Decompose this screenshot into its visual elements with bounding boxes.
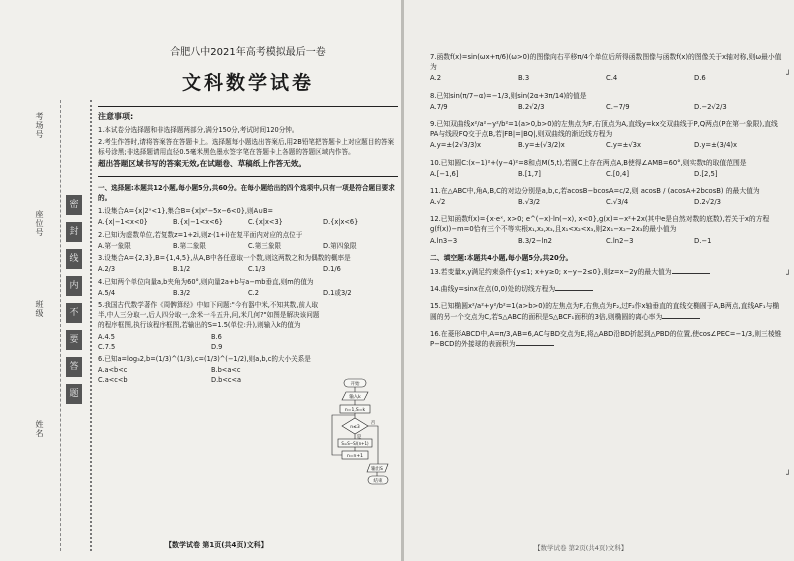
- answer-option: C.第三象限: [248, 241, 282, 250]
- flow-no-label: 否: [370, 421, 376, 426]
- option-row: [98, 217, 398, 227]
- choice-question: [98, 206, 398, 227]
- answer-blank: [555, 290, 593, 291]
- answer-option: D.1/6: [323, 265, 341, 274]
- answer-option: D.{x|x<6}: [323, 218, 359, 227]
- answer-option: A.{x|−1<x<0}: [98, 218, 148, 227]
- answer-option: A.2: [430, 74, 442, 83]
- choice-question: [98, 230, 398, 251]
- section-heading: 一、选择题:本题共12小题,每小题5分,共60分。在每小题给出的四个选项中,只有一项是符合题目要求的。: [98, 183, 395, 202]
- option-row: [430, 73, 782, 83]
- answer-option: C.[0,4]: [606, 169, 630, 178]
- answer-option: B.1/2: [173, 265, 191, 274]
- answer-option: B.3/2: [173, 288, 191, 297]
- answer-option: C.√3/4: [606, 198, 629, 207]
- answer-blank: [672, 273, 710, 274]
- answer-option: C.−7/9: [606, 102, 630, 111]
- answer-option: D.第四象限: [323, 241, 357, 250]
- option-row: [98, 332, 324, 352]
- program-flowchart: [328, 378, 390, 488]
- choice-question: [430, 119, 782, 151]
- binding-dotted-line: [90, 100, 92, 551]
- fill-question-list: [430, 267, 782, 349]
- answer-option: A.第一象限: [98, 241, 131, 250]
- question-stem: 5.我国古代数学著作《周髀算经》中如下问题:"今有器中米,不知其数,前人取半,中人三分取一,后人四分取一,余米一斗五升,问,米几何?"如图是解决该问题的程序框图,执行该程序框图,若输出的S=1.5(单位:升),则输入k的值为: [98, 300, 320, 330]
- answer-option: C.ln2−3: [606, 236, 634, 245]
- answer-option: C.2: [248, 288, 259, 297]
- page-footer: 【数学试卷 第2页(共4页)文科】: [534, 544, 628, 552]
- seal-word: 内: [66, 276, 82, 296]
- option-row: [430, 236, 782, 246]
- fill-question-text: 16.在菱形ABCD中,A=π/3,AB=6,AC与BD交点为E,将△ABD沿BD折起到△PBD的位置,使cos∠PEC=−1/3,则三棱锥P−BCD的外接球的表面积为: [430, 329, 782, 348]
- choice-question: [98, 300, 324, 352]
- choice-question: [98, 354, 324, 386]
- flow-start-text: 开始: [350, 382, 360, 387]
- question-stem: 2.已知i为虚数单位,若复数z=1+2i,则z·(1+i)在复平面内对应的点位于: [98, 230, 303, 239]
- answer-option: D.9: [211, 342, 223, 351]
- fill-question: [430, 284, 782, 294]
- choice-question: [98, 253, 398, 274]
- answer-option: B.3/2−ln2: [518, 236, 552, 245]
- fill-question: [430, 329, 782, 349]
- option-row: [98, 365, 324, 385]
- binding-cut-line: [60, 100, 61, 551]
- answer-blank: [662, 318, 700, 319]
- question-stem: 11.在△ABC中,角A,B,C的对边分别是a,b,c,若acosB−bcosA=c/2,则 acosB / (acosA+2bcosB) 的最大值为: [430, 186, 760, 195]
- choice-question: [430, 91, 782, 112]
- flow-init-text: n=1,S=k: [344, 408, 366, 413]
- fill-question-text: 15.已知椭圆x²/a²+y²/b²=1(a>b>0)的左焦点为F,右焦点为F₂,过F₂作x轴垂直的直线交椭圆于A,B两点,直线AF₁与椭圆的另一个交点为C,若S△ABC的面积是S△BCF₁面积的3倍,则椭圆的离心率为: [430, 302, 780, 321]
- option-row: [430, 197, 782, 207]
- question-stem: 6.已知a=log₃2,b=(1/3)^(1/3),c=(1/3)^(−1/2),则a,b,c的大小关系是: [98, 355, 311, 364]
- answer-option: A.2/3: [98, 265, 116, 274]
- right-page: [404, 0, 794, 561]
- choice-question: [430, 52, 782, 84]
- flow-condition-text: n≤3: [350, 425, 360, 430]
- choice-question: [430, 158, 782, 179]
- answer-option: D.[2,5]: [694, 169, 718, 178]
- question-stem: 12.已知函数f(x)={x·eˣ, x>0; e^(−x)·ln(−x), x<0},g(x)=−x²+2x(其中e是自然对数的底数),若关于x的方程g(f(x))−m=0恰有三个不等实根x₁,x₂,x₃,且x₁<x₂<x₃,则2x₁−x₂−2x₃的最小值为: [430, 215, 770, 234]
- seal-word: 题: [66, 384, 82, 404]
- class-label: 班级: [35, 300, 44, 318]
- edge-mark: ┘: [786, 470, 791, 479]
- edge-mark: ┘: [786, 70, 791, 79]
- seal-word: 密: [66, 195, 82, 215]
- section-heading: 二、填空题:本题共4小题,每小题5分,共20分。: [430, 253, 573, 262]
- answer-option: A.√2: [430, 198, 446, 207]
- answer-option: B.6: [211, 332, 222, 341]
- question-list: [98, 206, 398, 386]
- answer-option: A.a<b<c: [98, 366, 128, 375]
- choice-question: [430, 186, 782, 207]
- answer-option: A.5/4: [98, 288, 116, 297]
- option-row: [98, 264, 398, 274]
- answer-option: B.b<a<c: [211, 366, 241, 375]
- flow-end-text: 结束: [373, 479, 383, 484]
- choice-question: [98, 277, 398, 298]
- school-title: 合肥八中2021年高考模拟最后一卷: [170, 47, 326, 58]
- answer-option: B.[1,7]: [518, 169, 541, 178]
- edge-mark: ┘: [786, 270, 791, 279]
- seal-word: 要: [66, 330, 82, 350]
- notice-item: 1.本试卷分选择题和非选择题两部分,满分150分,考试时间120分钟。: [98, 126, 299, 135]
- seat-number-label: 座位号: [35, 210, 44, 237]
- answer-option: C.7.5: [98, 342, 116, 351]
- fill-question-text: 14.曲线y=sinx在点(0,0)处的切线方程为: [430, 285, 556, 294]
- answer-option: A.7/9: [430, 102, 448, 111]
- flow-update-s-text: S=S−S/(n+1): [341, 441, 369, 446]
- answer-option: C.y=±√3x: [606, 141, 641, 150]
- seal-word: 不: [66, 303, 82, 323]
- answer-option: B.√3/2: [518, 198, 541, 207]
- answer-option: A.y=±(2√3/3)x: [430, 141, 482, 150]
- fill-question-text: 13.若变量x,y满足约束条件{y≤1; x+y≥0; x−y−2≤0},则z=x−2y的最大值为: [430, 268, 672, 276]
- answer-option: B.y=±(√3/2)x: [518, 141, 565, 150]
- answer-option: D.−1: [694, 236, 712, 245]
- fill-question: [430, 301, 782, 321]
- answer-option: D.y=±(3/4)x: [694, 141, 738, 150]
- option-row: [98, 241, 398, 251]
- flow-output-text: 输出S: [371, 467, 383, 472]
- fill-question: [430, 267, 782, 277]
- choice-question: [430, 214, 782, 246]
- answer-option: C.4: [606, 74, 618, 83]
- notice-box: [98, 106, 398, 177]
- answer-option: A.ln3−3: [430, 236, 458, 245]
- question-stem: 9.已知双曲线x²/a²−y²/b²=1(a>0,b>0)的左焦点为F,右顶点为A,直线y=kx交双曲线于P,Q两点(P在第一象限),直线PA与线段FQ交于点B,若|FB|=|BQ|,则双曲线的渐近线方程为: [430, 119, 778, 139]
- question-stem: 10.已知圆C:(x−1)²+(y−4)²=8和点M(5,t),若圆C上存在两点A,B使得∠AMB=60°,则实数t的取值范围是: [430, 158, 747, 167]
- answer-option: D.2√2/3: [694, 198, 721, 207]
- exam-room-label: 考场号: [35, 112, 44, 139]
- answer-option: C.1/3: [248, 265, 266, 274]
- answer-option: D.−2√2/3: [694, 102, 727, 111]
- answer-option: D.1或3/2: [323, 288, 352, 297]
- name-label: 姓名: [35, 420, 44, 438]
- flow-input-text: 输入k: [349, 395, 361, 400]
- seal-word: 答: [66, 357, 82, 377]
- answer-option: A.4.5: [98, 332, 115, 341]
- question-stem: 8.已知sin(π/7−α)=−1/3,则sin(2α+3π/14)的值是: [430, 91, 587, 100]
- answer-option: D.6: [694, 74, 706, 83]
- option-row: [430, 102, 782, 112]
- option-row: [430, 140, 782, 150]
- seal-word: 封: [66, 222, 82, 242]
- answer-option: D.b<c<a: [211, 376, 242, 385]
- question-stem: 4.已知两个单位向量a,b夹角为60°,则向量2a+b与a−mb垂直,则m的值为: [98, 277, 314, 286]
- question-stem: 1.设集合A={x|2ˣ<1},集合B={x|x²−5x−6<0},则A∪B=: [98, 207, 273, 216]
- flow-update-n-text: n=n+1: [346, 454, 364, 459]
- answer-option: B.2√2/3: [518, 102, 545, 111]
- answer-option: B.3: [518, 74, 530, 83]
- answer-blank: [516, 345, 554, 346]
- question-stem: 7.函数f(x)=sin(ωx+π/6)(ω>0)的图像向右平移π/4个单位后所得函数图像与函数f(x)的图像关于x轴对称,则ω最小值为: [430, 53, 782, 72]
- answer-option: C.a<c<b: [98, 376, 128, 385]
- option-row: [430, 169, 782, 179]
- question-list: [430, 52, 782, 246]
- notice-title: 注意事项:: [98, 111, 134, 121]
- left-content: [98, 45, 398, 388]
- answer-option: B.{x|−1<x<6}: [173, 218, 224, 227]
- question-stem: 3.设集合A={2,3},B={1,4,5},从A,B中各任意取一个数,则这两数之和为偶数的概率是: [98, 254, 351, 263]
- notice-warning: 超出答题区域书写的答案无效,在试题卷、草稿纸上作答无效。: [98, 158, 306, 168]
- answer-option: A.[−1,6]: [430, 169, 459, 178]
- seal-word: 线: [66, 249, 82, 269]
- page-footer: 【数学试卷 第1页(共4页)文科】: [165, 541, 268, 549]
- answer-option: C.{x|x<3}: [248, 218, 283, 227]
- binding-strip: [0, 0, 96, 561]
- notice-item: 2.考生作答时,请将答案答在答题卡上。选择题每小题选出答案后,用2B铅笔把答题卡上对应题目的答案标号涂黑;非选择题请用直径0.5毫米黑色墨水签字笔在答题卡上各题的答题区域内作答。: [98, 137, 395, 156]
- exam-title: 文科数学试卷: [181, 71, 314, 94]
- option-row: [98, 288, 398, 298]
- flow-yes-label: 是: [356, 435, 362, 440]
- answer-option: B.第二象限: [173, 241, 206, 250]
- right-content: [430, 52, 782, 356]
